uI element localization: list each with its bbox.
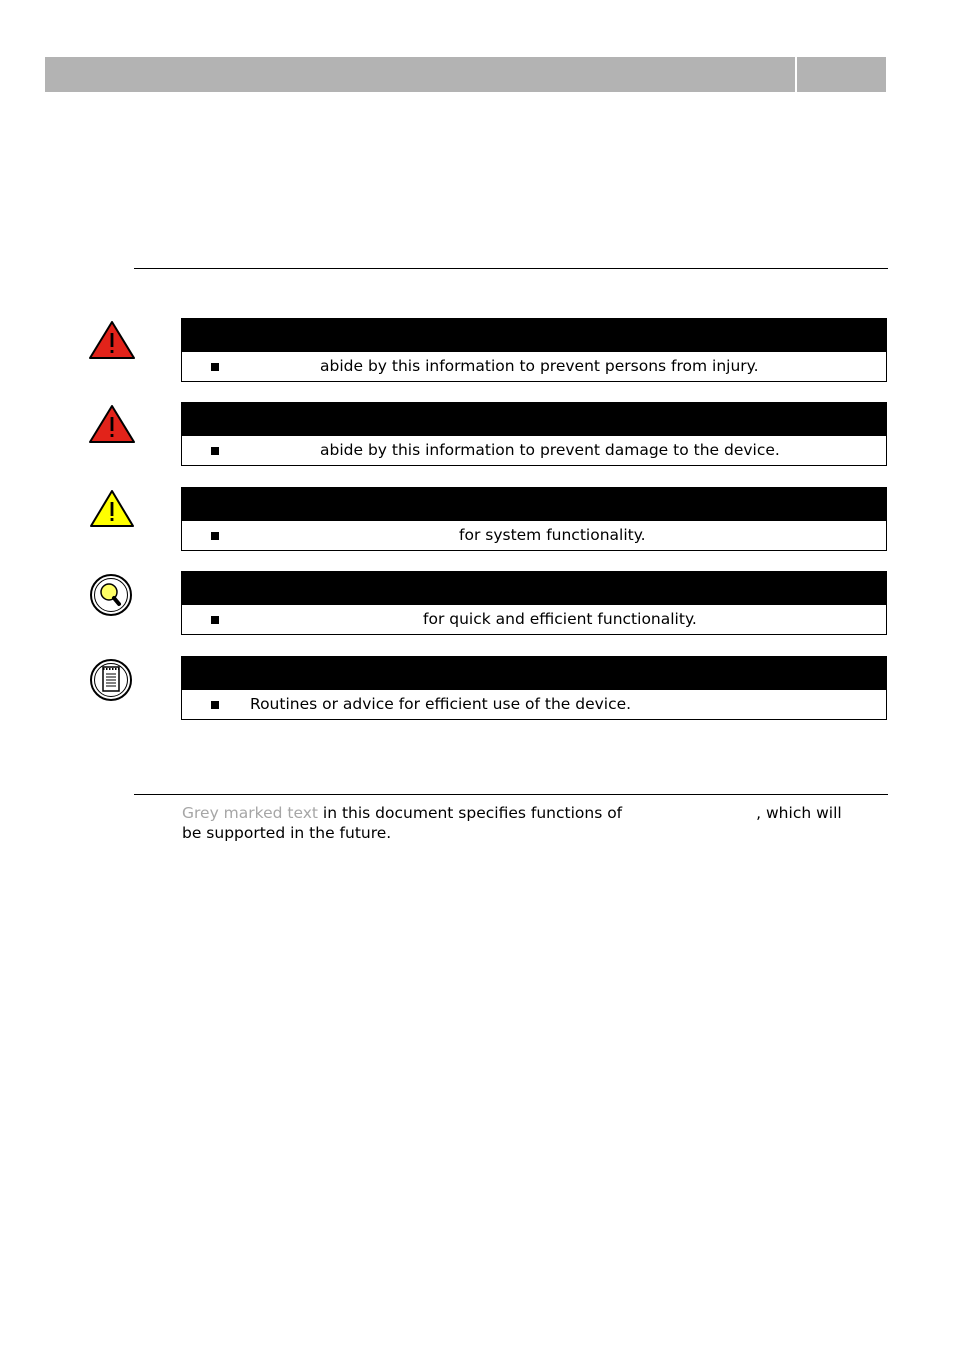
notice-header-bar — [182, 488, 886, 521]
notepad-note-icon — [88, 658, 136, 700]
notice-line — [182, 605, 886, 634]
notice-line — [182, 436, 886, 465]
notice-header-bar — [182, 657, 886, 690]
section-divider-bottom — [134, 794, 888, 795]
notice-line — [182, 690, 886, 719]
footnote-text-part2: , which will — [756, 804, 842, 822]
notice-header-bar — [182, 403, 886, 436]
danger-warning-triangle-icon — [88, 319, 136, 361]
square-bullet-icon — [211, 532, 219, 540]
square-bullet-icon — [211, 616, 219, 624]
section-divider-top — [134, 268, 888, 269]
square-bullet-icon — [211, 363, 219, 371]
header-page-box — [797, 57, 886, 92]
notice-text: for system functionality. — [459, 526, 646, 544]
notice-text: abide by this information to prevent damage to the device. — [320, 441, 780, 459]
tip-notice-box — [181, 571, 887, 635]
grey-text-footnote — [182, 803, 888, 843]
grey-marked-text: Grey marked text — [182, 804, 318, 822]
square-bullet-icon — [211, 701, 219, 709]
caution-triangle-icon — [88, 488, 136, 530]
notice-line — [182, 521, 886, 550]
notice-line — [182, 352, 886, 381]
notice-text: Routines or advice for efficient use of the device. — [250, 695, 632, 713]
footnote-text-part1: in this document specifies functions of — [322, 804, 623, 822]
notice-text: abide by this information to prevent persons from injury. — [320, 357, 759, 375]
note-notice-box — [181, 656, 887, 720]
damage-notice-box — [181, 402, 887, 466]
lightbulb-tip-icon — [88, 573, 136, 615]
square-bullet-icon — [211, 447, 219, 455]
caution-notice-box — [181, 487, 887, 551]
danger-notice-box — [181, 318, 887, 382]
notice-header-bar — [182, 319, 886, 352]
footnote-text-line2: be supported in the future. — [182, 824, 392, 842]
notice-header-bar — [182, 572, 886, 605]
notice-text: for quick and efficient functionality. — [423, 610, 697, 628]
header-bar — [45, 57, 795, 92]
damage-warning-triangle-icon — [88, 403, 136, 445]
